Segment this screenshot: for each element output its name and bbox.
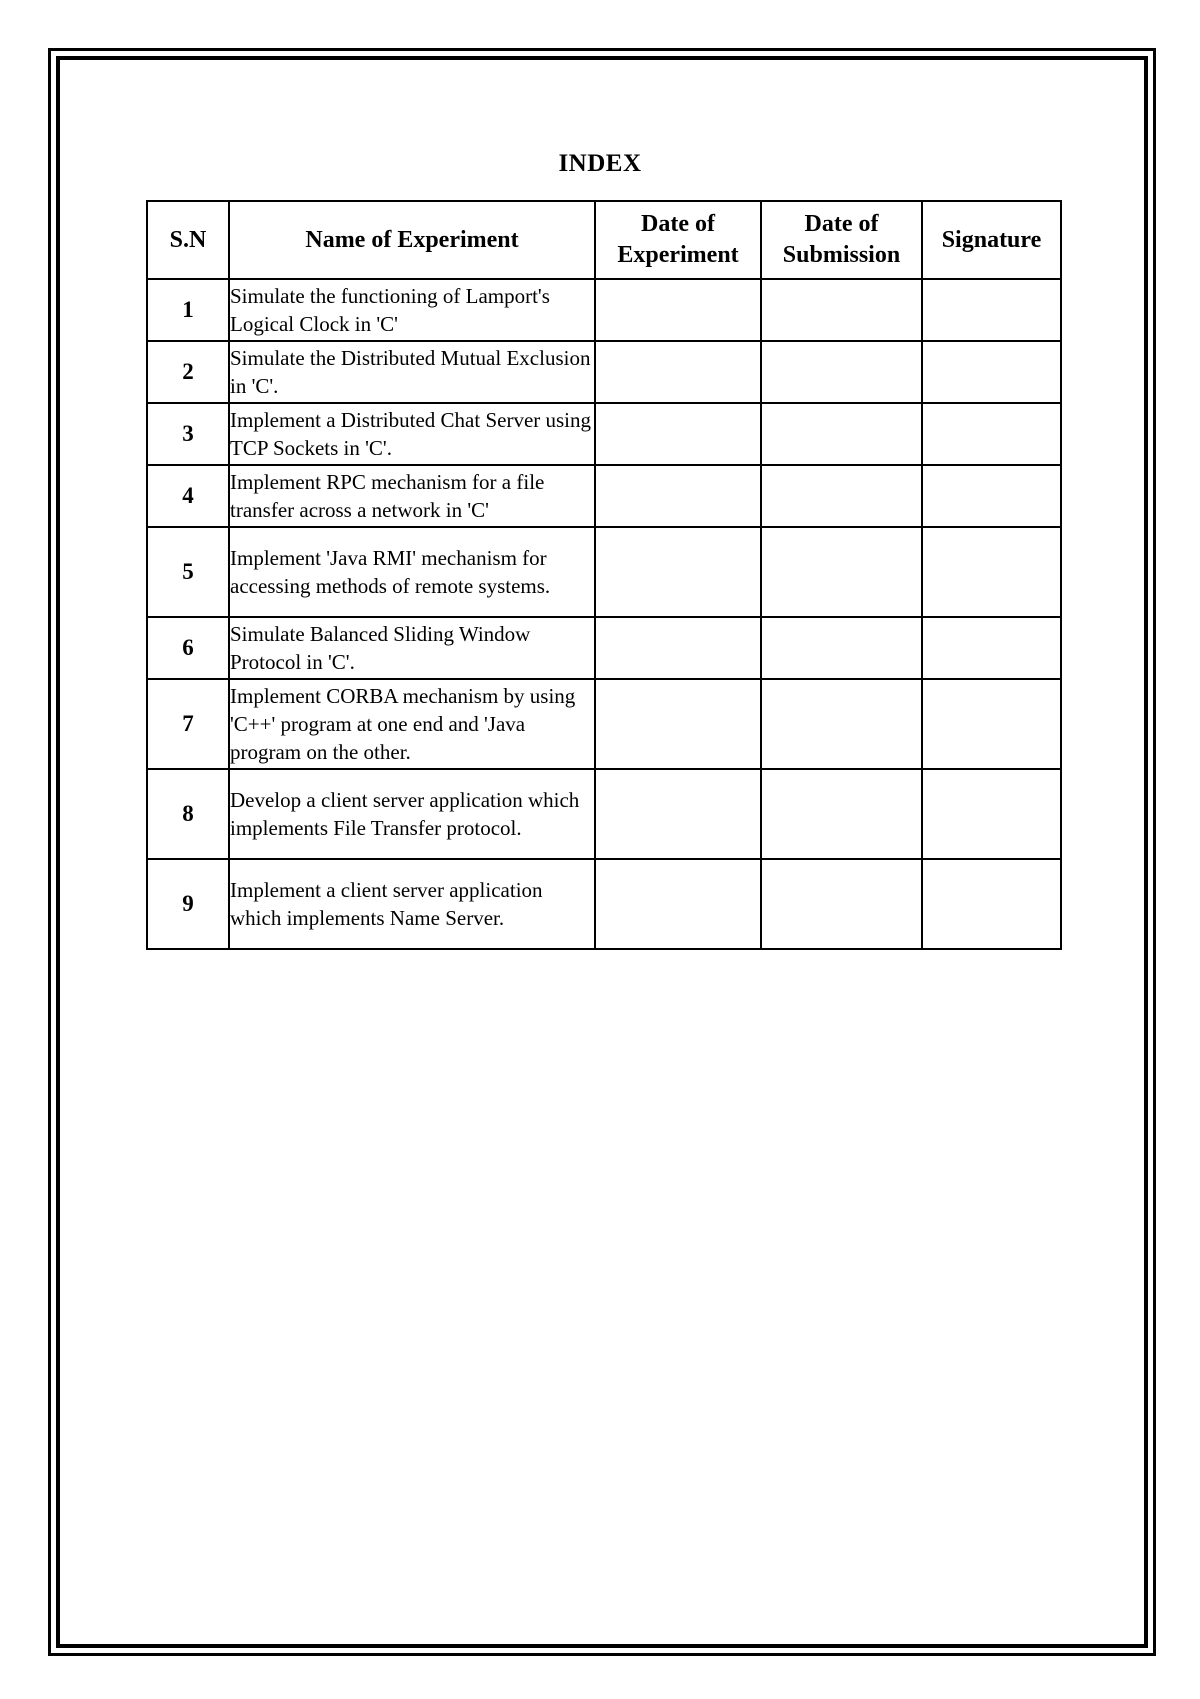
row-date-of-experiment-cell <box>595 403 761 465</box>
row-experiment-name: Implement CORBA mechanism by using 'C++' program at one end and 'Java program on the other. <box>229 679 595 769</box>
row-sn: 8 <box>147 769 229 859</box>
header-sn: S.N <box>147 201 229 279</box>
row-date-of-experiment-cell <box>595 859 761 949</box>
row-experiment-name: Simulate the functioning of Lamport's Logical Clock in 'C' <box>229 279 595 341</box>
row-signature-cell <box>922 527 1061 617</box>
row-sn: 6 <box>147 617 229 679</box>
row-date-of-experiment-cell <box>595 341 761 403</box>
row-sn: 2 <box>147 341 229 403</box>
row-experiment-name: Implement a Distributed Chat Server using TCP Sockets in 'C'. <box>229 403 595 465</box>
table-row <box>147 465 1061 527</box>
row-date-of-submission-cell <box>761 527 922 617</box>
table-row <box>147 859 1061 949</box>
header-date-submission-line2: Submission <box>782 242 901 268</box>
row-experiment-name: Implement RPC mechanism for a file transfer across a network in 'C' <box>229 465 595 527</box>
page-title: INDEX <box>558 150 642 177</box>
row-sn: 7 <box>147 679 229 769</box>
row-sn: 5 <box>147 527 229 617</box>
header-date-submission-line1: Date of <box>804 211 879 237</box>
table-row <box>147 403 1061 465</box>
row-signature-cell <box>922 341 1061 403</box>
row-sn: 9 <box>147 859 229 949</box>
row-date-of-submission-cell <box>761 617 922 679</box>
row-date-of-submission-cell <box>761 679 922 769</box>
row-date-of-submission-cell <box>761 859 922 949</box>
row-signature-cell <box>922 679 1061 769</box>
header-date-experiment-line2: Experiment <box>617 242 739 268</box>
row-experiment-name: Simulate Balanced Sliding Window Protocol in 'C'. <box>229 617 595 679</box>
row-date-of-experiment-cell <box>595 279 761 341</box>
row-signature-cell <box>922 617 1061 679</box>
row-date-of-experiment-cell <box>595 769 761 859</box>
row-date-of-submission-cell <box>761 403 922 465</box>
row-experiment-name: Implement 'Java RMI' mechanism for accessing methods of remote systems. <box>229 527 595 617</box>
row-date-of-experiment-cell <box>595 465 761 527</box>
row-date-of-submission-cell <box>761 341 922 403</box>
row-sn: 1 <box>147 279 229 341</box>
row-experiment-name: Develop a client server application which implements File Transfer protocol. <box>229 769 595 859</box>
row-date-of-experiment-cell <box>595 527 761 617</box>
table-row <box>147 341 1061 403</box>
header-name-of-experiment: Name of Experiment <box>229 201 595 279</box>
row-date-of-submission-cell <box>761 279 922 341</box>
row-signature-cell <box>922 465 1061 527</box>
table-row <box>147 279 1061 341</box>
header-date-of-submission <box>761 201 922 279</box>
row-experiment-name: Simulate the Distributed Mutual Exclusion in 'C'. <box>229 341 595 403</box>
table-row <box>147 527 1061 617</box>
row-signature-cell <box>922 859 1061 949</box>
row-sn: 4 <box>147 465 229 527</box>
header-signature: Signature <box>922 201 1061 279</box>
row-date-of-submission-cell <box>761 465 922 527</box>
row-sn: 3 <box>147 403 229 465</box>
index-table <box>146 200 1062 950</box>
header-date-of-experiment <box>595 201 761 279</box>
header-date-experiment-line1: Date of <box>641 211 715 237</box>
table-row <box>147 769 1061 859</box>
row-experiment-name: Implement a client server application which implements Name Server. <box>229 859 595 949</box>
table-row <box>147 617 1061 679</box>
row-date-of-experiment-cell <box>595 617 761 679</box>
row-signature-cell <box>922 279 1061 341</box>
row-signature-cell <box>922 403 1061 465</box>
row-date-of-experiment-cell <box>595 679 761 769</box>
table-header-row <box>147 201 1061 279</box>
row-date-of-submission-cell <box>761 769 922 859</box>
table-row <box>147 679 1061 769</box>
row-signature-cell <box>922 769 1061 859</box>
